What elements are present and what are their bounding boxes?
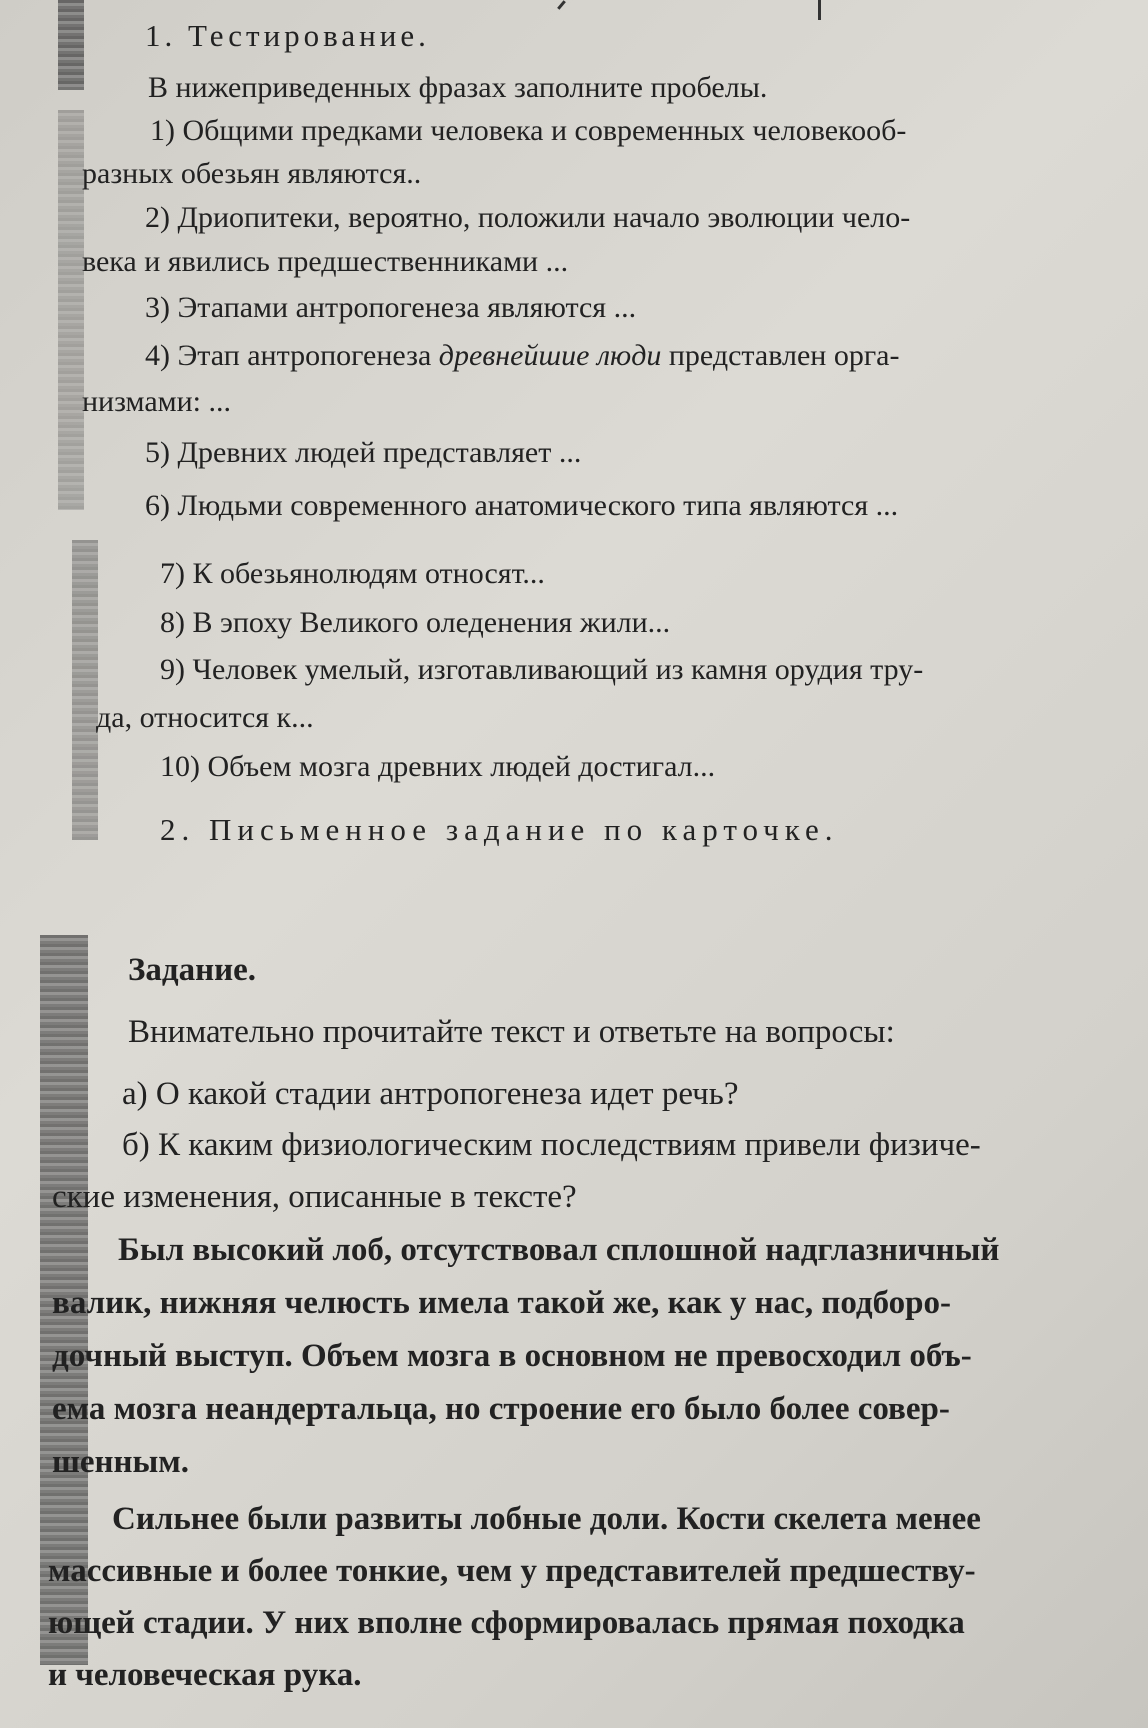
item-7: 7) К обезьянолюдям относят... <box>160 557 545 590</box>
question-a: а) О какой стадии антропогенеза идет речь? <box>122 1076 739 1112</box>
item-4-cont: низмами: ... <box>82 385 232 418</box>
task-instruction: Внимательно прочитайте текст и ответьте на вопросы: <box>128 1014 895 1050</box>
paragraph-2-line: массивные и более тонкие, чем у представителей предшеству- <box>48 1553 976 1589</box>
question-b-cont: ские изменения, описанные в тексте? <box>52 1179 577 1215</box>
item-3: 3) Этапами антропогенеза являются ... <box>145 291 637 324</box>
task-title: Задание. <box>128 952 257 988</box>
paragraph-1-line: ема мозга неандертальца, но строение его было более совер- <box>52 1391 950 1427</box>
paragraph-1-line: Был высокий лоб, отсутствовал сплошной надглазничный <box>118 1232 1000 1268</box>
item-4-text: 4) Этап антропогенеза <box>145 339 432 372</box>
question-b: б) К каким физиологическим последствиям привели физиче- <box>122 1127 981 1163</box>
section-heading-2: 2. Письменное задание по карточке. <box>160 812 839 847</box>
item-1-cont: разных обезьян являются.. <box>82 157 422 190</box>
paragraph-2-line: Сильнее были развиты лобные доли. Кости скелета менее <box>112 1501 981 1537</box>
item-9: 9) Человек умелый, изготавливающий из камня орудия тру- <box>160 653 924 686</box>
item-2-cont: века и явились предшественниками ... <box>82 245 569 278</box>
item-2: 2) Дриопитеки, вероятно, положили начало эволюции чело- <box>145 201 911 234</box>
item-10: 10) Объем мозга древних людей достигал... <box>160 750 716 783</box>
paragraph-1-line: дочный выступ. Объем мозга в основном не превосходил объ- <box>52 1338 972 1374</box>
instruction: В нижеприведенных фразах заполните пробелы. <box>148 71 768 104</box>
scan-shadow <box>72 540 98 840</box>
item-1: 1) Общими предками человека и современных человекооб- <box>150 114 907 147</box>
item-5: 5) Древних людей представляет ... <box>145 436 582 469</box>
item-6: 6) Людьми современного анатомического типа являются ... <box>145 489 899 522</box>
item-8: 8) В эпоху Великого оледенения жили... <box>160 606 671 639</box>
paragraph-1-line: валик, нижняя челюсть имела такой же, как у нас, подборо- <box>52 1285 951 1321</box>
paragraph-1-line: шенным. <box>52 1444 190 1480</box>
scan-shadow <box>58 0 84 90</box>
pen-mark <box>818 0 821 20</box>
item-4 <box>145 338 899 374</box>
section-heading: 1. Тестирование. <box>145 18 430 53</box>
paragraph-2-line: и человеческая рука. <box>48 1657 362 1693</box>
item-4-italic: древнейшие люди <box>438 339 662 372</box>
item-4-text-b: представлен орга- <box>668 339 900 372</box>
paragraph-2-line: ющей стадии. У них вполне сформировалась прямая походка <box>48 1605 965 1641</box>
pen-mark <box>557 0 566 10</box>
item-9-cont: да, относится к... <box>96 701 314 734</box>
scan-shadow <box>58 110 84 510</box>
